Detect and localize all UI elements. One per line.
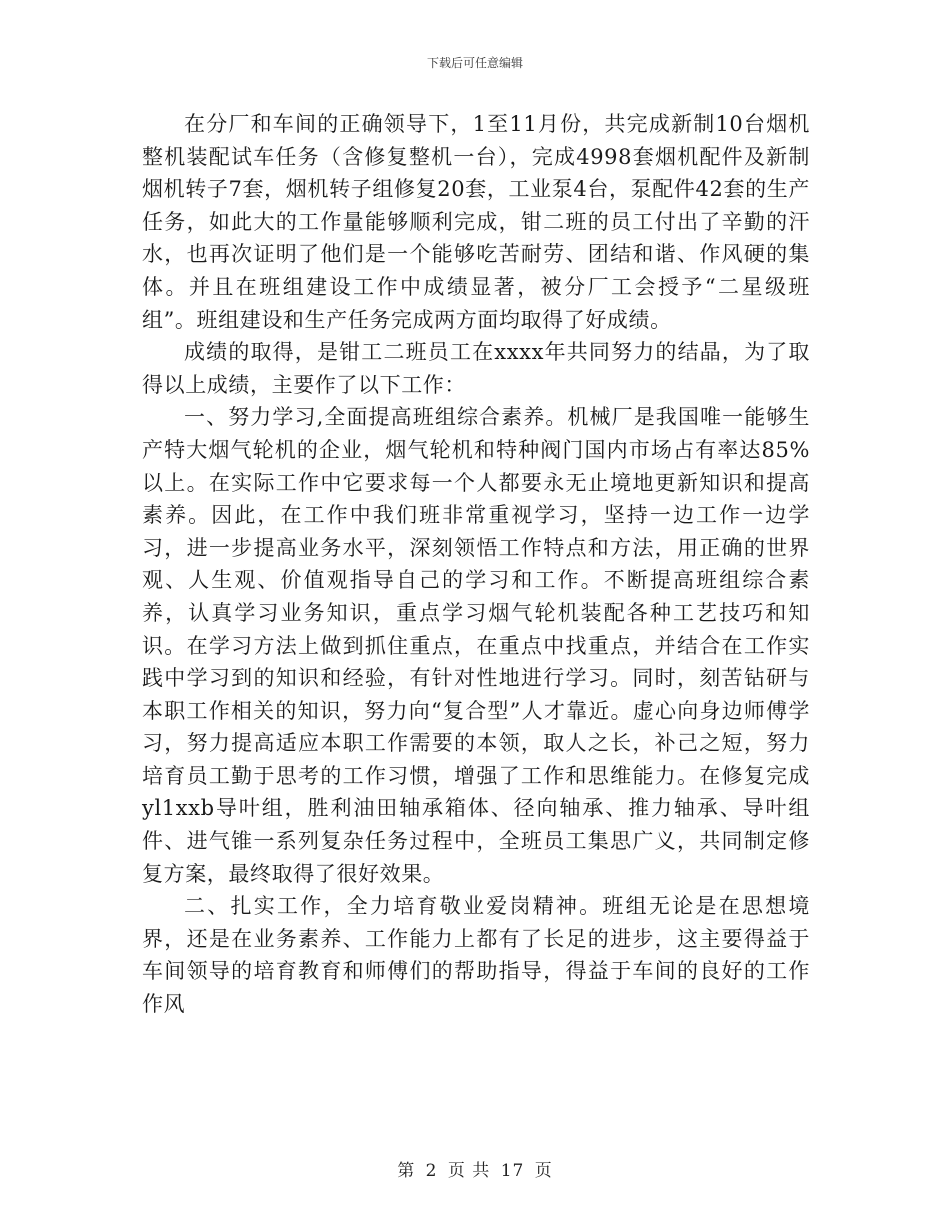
footer-total-pages: 17 <box>500 1161 525 1181</box>
paragraph-4: 二、扎实工作，全力培育敬业爱岗精神。班组无论是在思想境界，还是在业务素养、工作能力上都有了长足的进步，这主要得益于车间领导的培育教育和师傅们的帮助指导，得益于车间的良好的工作作风 <box>142 894 810 1017</box>
footer-prefix: 第 <box>397 1161 416 1181</box>
footer-middle: 页 共 <box>447 1161 491 1181</box>
footer-current-page: 2 <box>425 1161 438 1181</box>
footer-suffix: 页 <box>534 1161 553 1181</box>
paragraph-2: 成绩的取得，是钳工二班员工在xxxx年共同努力的结晶，为了取得以上成绩，主要作了以下工作： <box>142 340 810 397</box>
document-body <box>142 108 810 1021</box>
paragraph-3: 一、努力学习,全面提高班组综合素养。机械厂是我国唯一能够生产特大烟气轮机的企业，烟气轮机和特种阀门国内市场占有率达85%以上。在实际工作中它要求每一个人都要永无止境地更新知识和提高素养。因此，在工作中我们班非常重视学习，坚持一边工作一边学习，进一步提高业务水平，深刻领悟工作特点和方法，用正确的世界观、人生观、价值观指导自己的学习和工作。不断提高班组综合素养，认真学习业务知识，重点学习烟气轮机装配各种工艺技巧和知识。在学习方法上做到抓住重点，在重点中找重点，并结合在工作实践中学习到的知识和经验，有针对性地进行学习。同时，刻苦钻研与本职工作相关的知识，努力向“复合型”人才靠近。虚心向身边师傅学习，努力提高适应本职工作需要的本领，取人之长，补己之短，努力培育员工勤于思考的工作习惯，增强了工作和思维能力。在修复完成yl1xxb导叶组，胜利油田轴承箱体、径向轴承、推力轴承、导叶组件、进气锥一系列复杂任务过程中，全班员工集思广义，共同制定修复方案，最终取得了很好效果。 <box>142 405 810 886</box>
page-header-note: 下载后可任意编辑 <box>426 56 523 70</box>
page-footer <box>0 1156 950 1181</box>
paragraph-1: 在分厂和车间的正确领导下，1至11月份，共完成新制10台烟机整机装配试车任务（含修复整机一台），完成4998套烟机配件及新制烟机转子7套，烟机转子组修复20套，工业泵4台，泵配件42套的生产任务，如此大的工作量能够顺利完成，钳二班的员工付出了辛勤的汗水，也再次证明了他们是一个能够吃苦耐劳、团结和谐、作风硬的集体。并且在班组建设工作中成绩显著，被分厂工会授予“二星级班组”。班组建设和生产任务完成两方面均取得了好成绩。 <box>142 112 810 332</box>
